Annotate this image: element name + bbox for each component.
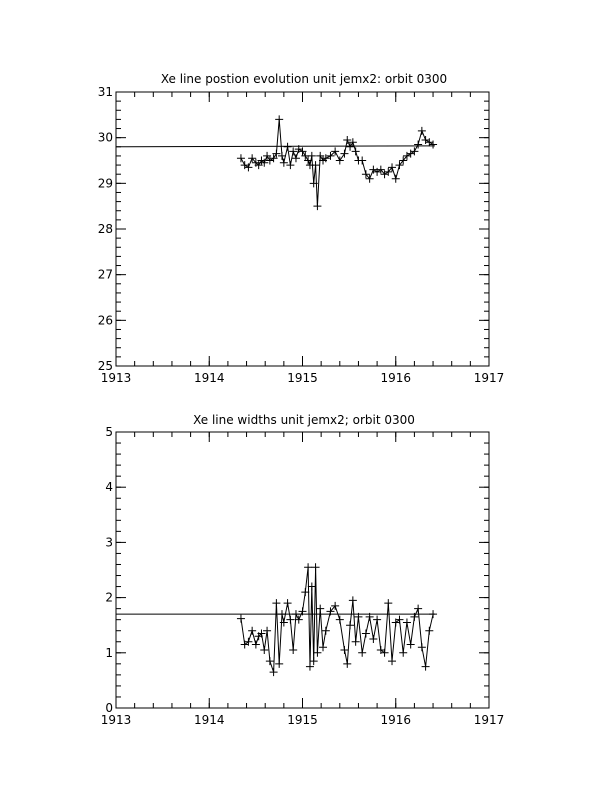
widths-x-tick-label: 1917 — [473, 713, 505, 727]
widths-x-tick-label: 1915 — [287, 713, 318, 727]
position-chart-title: Xe line postion evolution unit jemx2: orbit 0300 — [160, 72, 448, 86]
widths-y-tick-label: 5 — [105, 425, 113, 439]
position-x-tick-label: 1916 — [380, 371, 412, 385]
position-y-tick-label: 26 — [97, 313, 113, 328]
widths-y-tick-label: 4 — [105, 480, 113, 495]
widths-y-tick-label: 3 — [105, 535, 113, 550]
position-y-tick-label: 25 — [97, 359, 113, 373]
widths-y-tick-label: 0 — [105, 701, 113, 715]
position-y-tick-label: 31 — [97, 85, 113, 99]
position-y-tick-label: 28 — [97, 222, 113, 236]
position-x-tick-label: 1913 — [100, 371, 132, 385]
position-x-tick-label: 1915 — [287, 371, 318, 385]
position-x-tick-label: 1917 — [473, 371, 505, 385]
widths-x-tick-label: 1916 — [380, 713, 412, 727]
widths-x-tick-label: 1913 — [100, 713, 132, 727]
widths-x-tick-label: 1914 — [193, 713, 225, 727]
position-y-tick-label: 30 — [97, 130, 113, 145]
widths-y-tick-label: 2 — [105, 590, 113, 605]
widths-chart-title: Xe line widths unit jemx2; orbit 0300 — [193, 413, 415, 427]
position-y-tick-label: 27 — [97, 267, 113, 282]
widths-y-tick-label: 1 — [105, 645, 113, 660]
position-y-tick-label: 29 — [97, 176, 113, 191]
position-x-tick-label: 1914 — [193, 371, 225, 385]
